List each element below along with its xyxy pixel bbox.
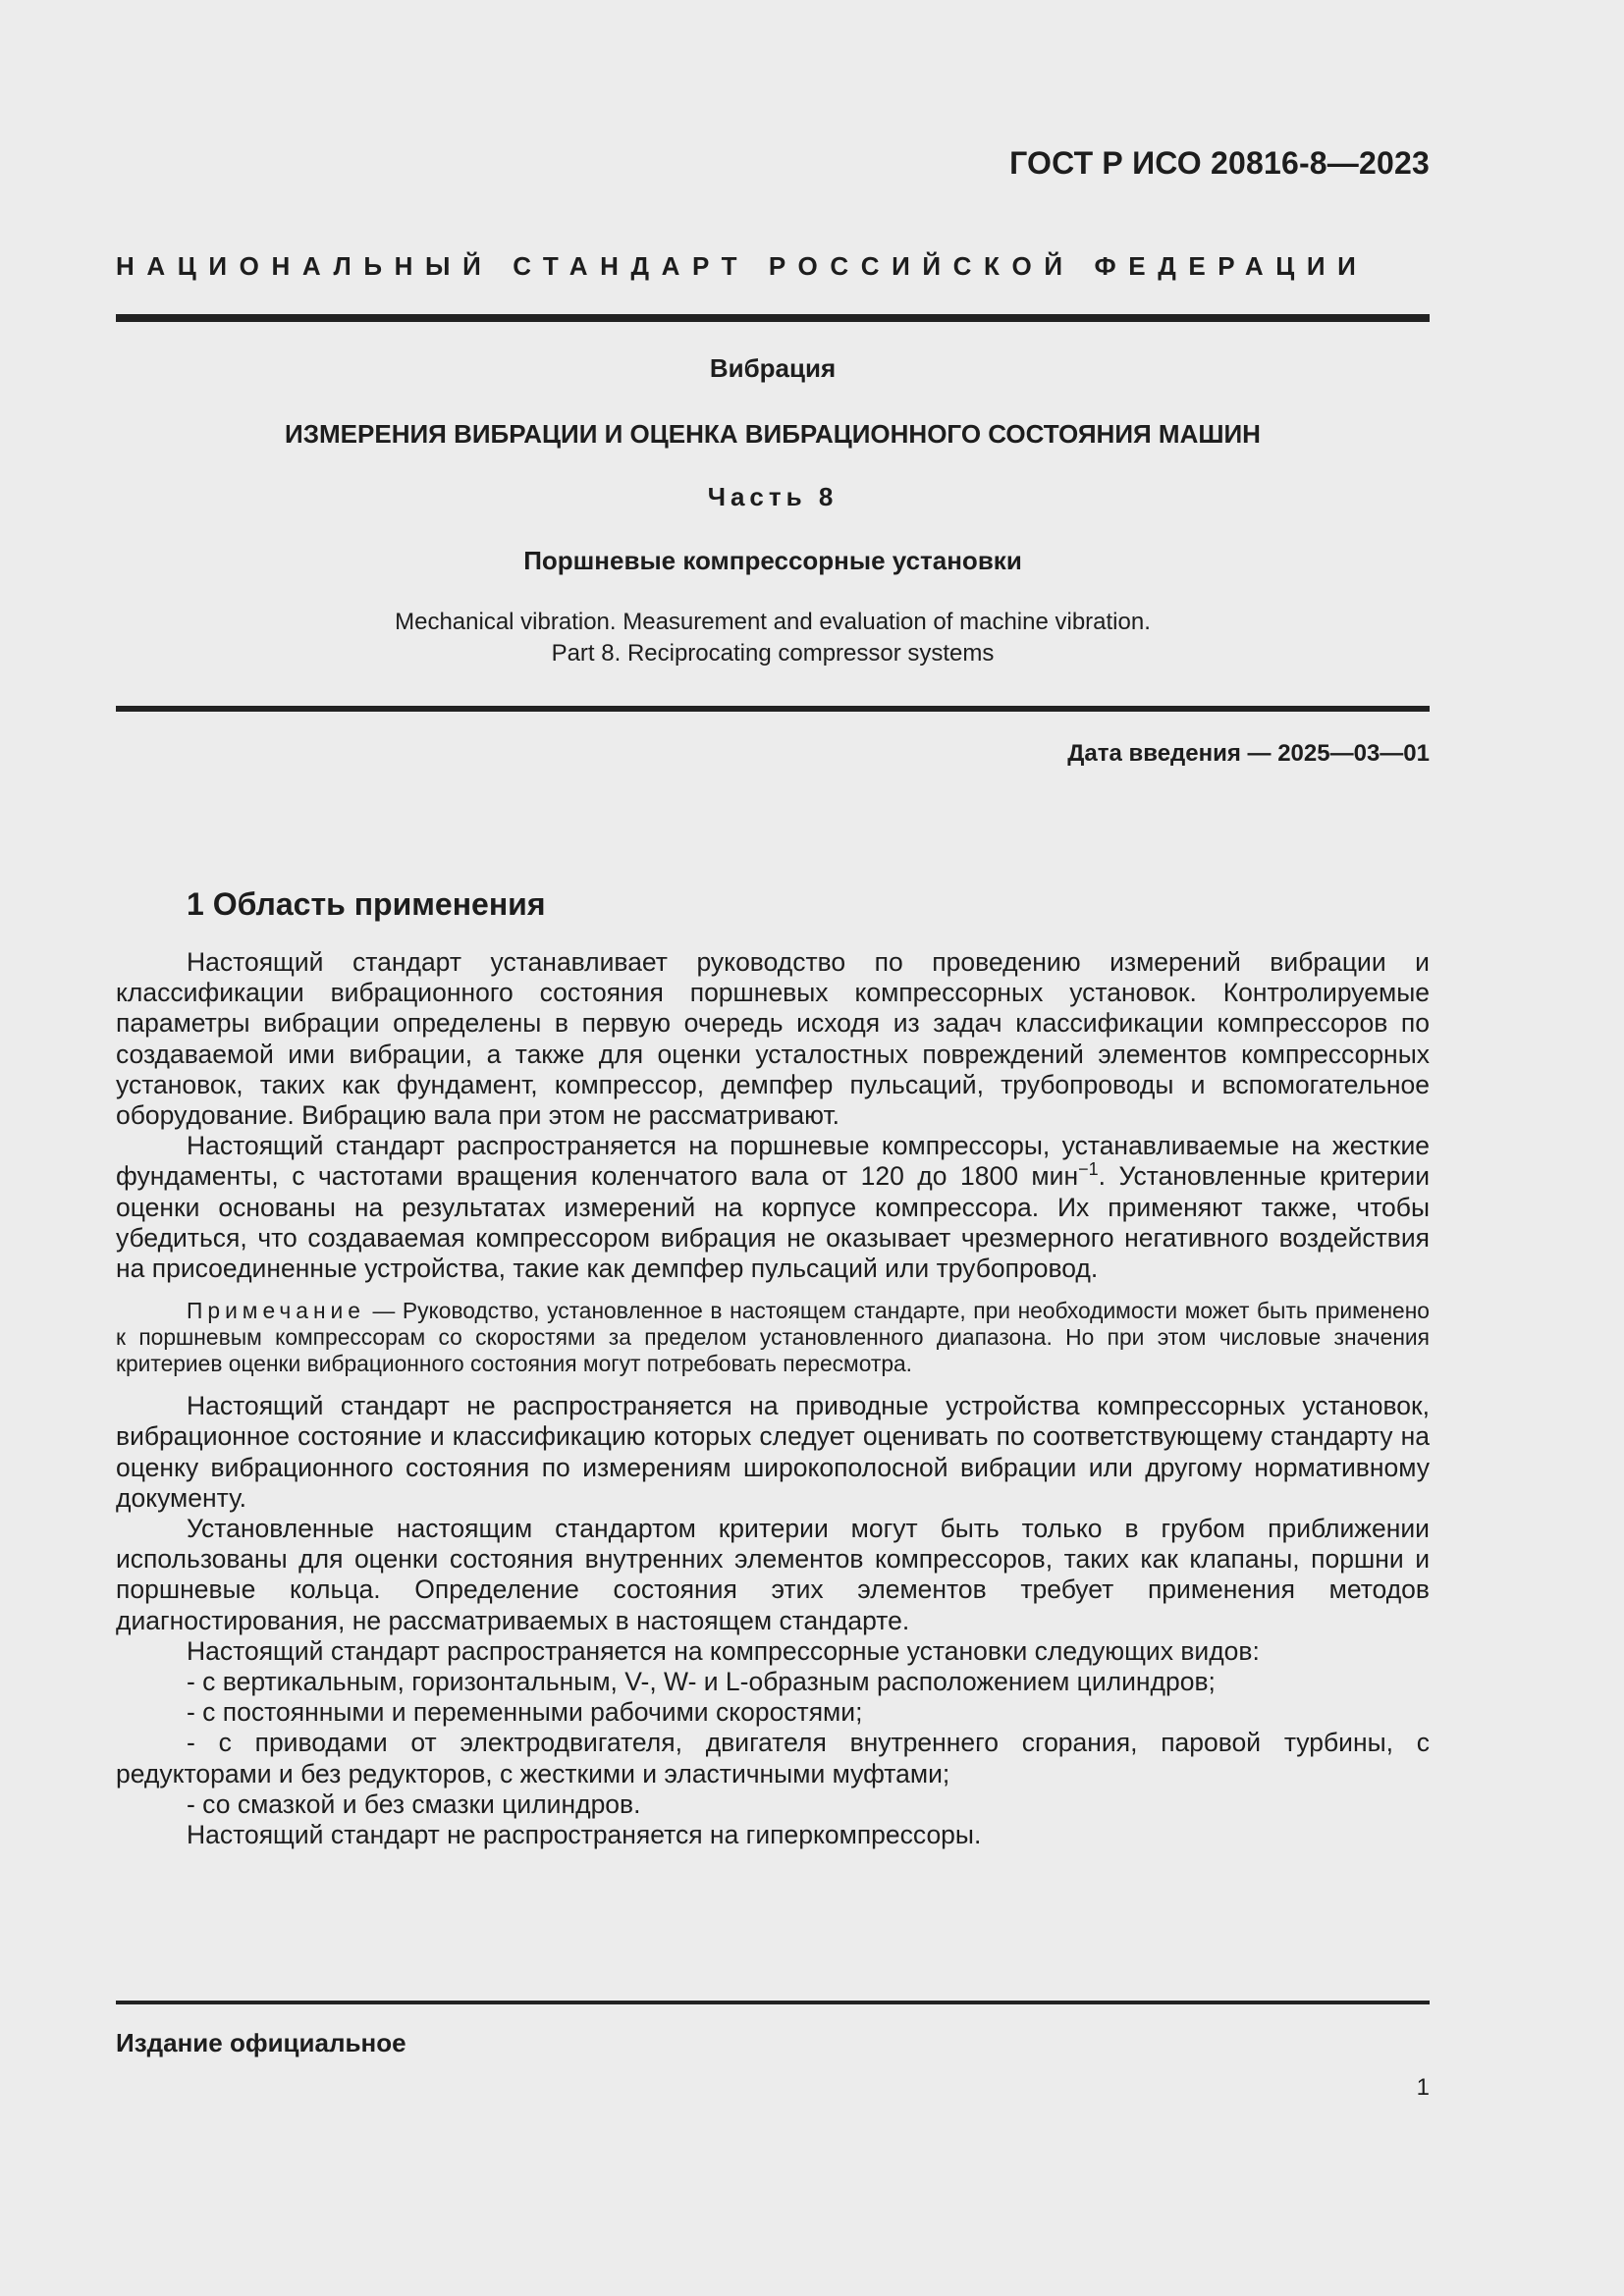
note-label: Примечание bbox=[187, 1298, 365, 1324]
paragraph-2-part-b: . Установленные критерии оценки основаны на результатах измерений на корпусе компрессора. Их применяют также, чтобы убедиться, что создаваемая компрессором вибрация не оказывает чрезмерного негативного воздействия на присоединенные устройства, такие как демпфер пульсаций или трубопровод. bbox=[116, 1161, 1430, 1284]
official-edition-label: Издание официальное bbox=[116, 2028, 406, 2057]
title-main: ИЗМЕРЕНИЯ ВИБРАЦИИ И ОЦЕНКА ВИБРАЦИОННОГО СОСТОЯНИЯ МАШИН bbox=[285, 419, 1261, 449]
title-part: Часть 8 bbox=[707, 482, 839, 511]
list-item: - со смазкой и без смазки цилиндров. bbox=[187, 1789, 641, 1819]
english-title bbox=[116, 607, 1430, 669]
title-topic: Вибрация bbox=[709, 353, 837, 383]
paragraph-4: Установленные настоящим стандартом критерии могут быть только в грубом приближении использованы для оценки состояния внутренних элементов компрессоров, таких как клапаны, поршни и поршневые кольца. Определение состояния этих элементов требует применения методов диагностирования, не рассматриваемых в настоящем стандарте. bbox=[116, 1514, 1430, 1635]
document-number: ГОСТ Р ИСО 20816-8—2023 bbox=[1009, 145, 1430, 181]
paragraph-3: Настоящий стандарт не распространяется на приводные устройства компрессорных установок, вибрационное состояние и классификацию которых следует оценивать по соответствующему стандарту на оценку вибрационного состояния по измерениям широкополосной вибрации или другому нормативному документу. bbox=[116, 1391, 1430, 1513]
list-item: - с приводами от электродвигателя, двигателя внутреннего сгорания, паровой турбины, с редукторами и без редукторов, с жесткими и эластичными муфтами; bbox=[116, 1728, 1430, 1789]
introduction-date: Дата введения — 2025—03—01 bbox=[1067, 740, 1430, 767]
paragraph-6: Настоящий стандарт не распространяется на гиперкомпрессоры. bbox=[187, 1820, 982, 1850]
national-standard-heading: НАЦИОНАЛЬНЫЙ СТАНДАРТ РОССИЙСКОЙ ФЕДЕРАЦИИ bbox=[116, 251, 1369, 281]
paragraph-5: Настоящий стандарт распространяется на компрессорные установки следующих видов: bbox=[187, 1635, 1260, 1666]
note bbox=[116, 1298, 1430, 1377]
note-text: — Руководство, установленное в настоящем стандарте, при необходимости может быть применено к поршневым компрессорам со скоростями за пределом установленного диапазона. Но при этом числовые значения критериев оценки вибрационного состояния могут потребовать пересмотра. bbox=[116, 1298, 1430, 1377]
exponent: −1 bbox=[1078, 1159, 1099, 1180]
title-subtitle: Поршневые компрессорные установки bbox=[523, 546, 1022, 575]
title-divider bbox=[116, 706, 1430, 712]
paragraph-1: Настоящий стандарт устанавливает руководство по проведению измерений вибрации и классификации вибрационного состояния поршневых компрессорных установок. Контролируемые параметры вибрации определены в первую очередь исходя из задач классификации компрессоров по создаваемой ими вибрации, а также для оценки усталостных повреждений элементов компрессорных установок, таких как фундамент, компрессор, демпфер пульсаций, трубопроводы и вспомогательное оборудование. Вибрацию вала при этом не рассматривают. bbox=[116, 947, 1430, 1131]
english-title-line2: Part 8. Reciprocating compressor systems bbox=[551, 640, 995, 667]
english-title-line1: Mechanical vibration. Measurement and evaluation of machine vibration. bbox=[395, 609, 1151, 635]
page-number: 1 bbox=[1416, 2074, 1430, 2101]
list-item: - с вертикальным, горизонтальным, V-, W- и L-образным расположением цилиндров; bbox=[187, 1667, 1216, 1697]
top-divider bbox=[116, 314, 1430, 322]
section-body bbox=[116, 947, 1430, 1850]
footer-divider bbox=[116, 2001, 1430, 2004]
list-item: - с постоянными и переменными рабочими скоростями; bbox=[187, 1697, 863, 1728]
section-title: 1 Область применения bbox=[187, 886, 546, 922]
paragraph-2-part-a: Настоящий стандарт распространяется на поршневые компрессоры, устанавливаемые на жесткие фундаменты, с частотами вращения коленчатого вала от 120 до 1800 мин bbox=[116, 1131, 1430, 1192]
paragraph-2 bbox=[116, 1131, 1430, 1284]
